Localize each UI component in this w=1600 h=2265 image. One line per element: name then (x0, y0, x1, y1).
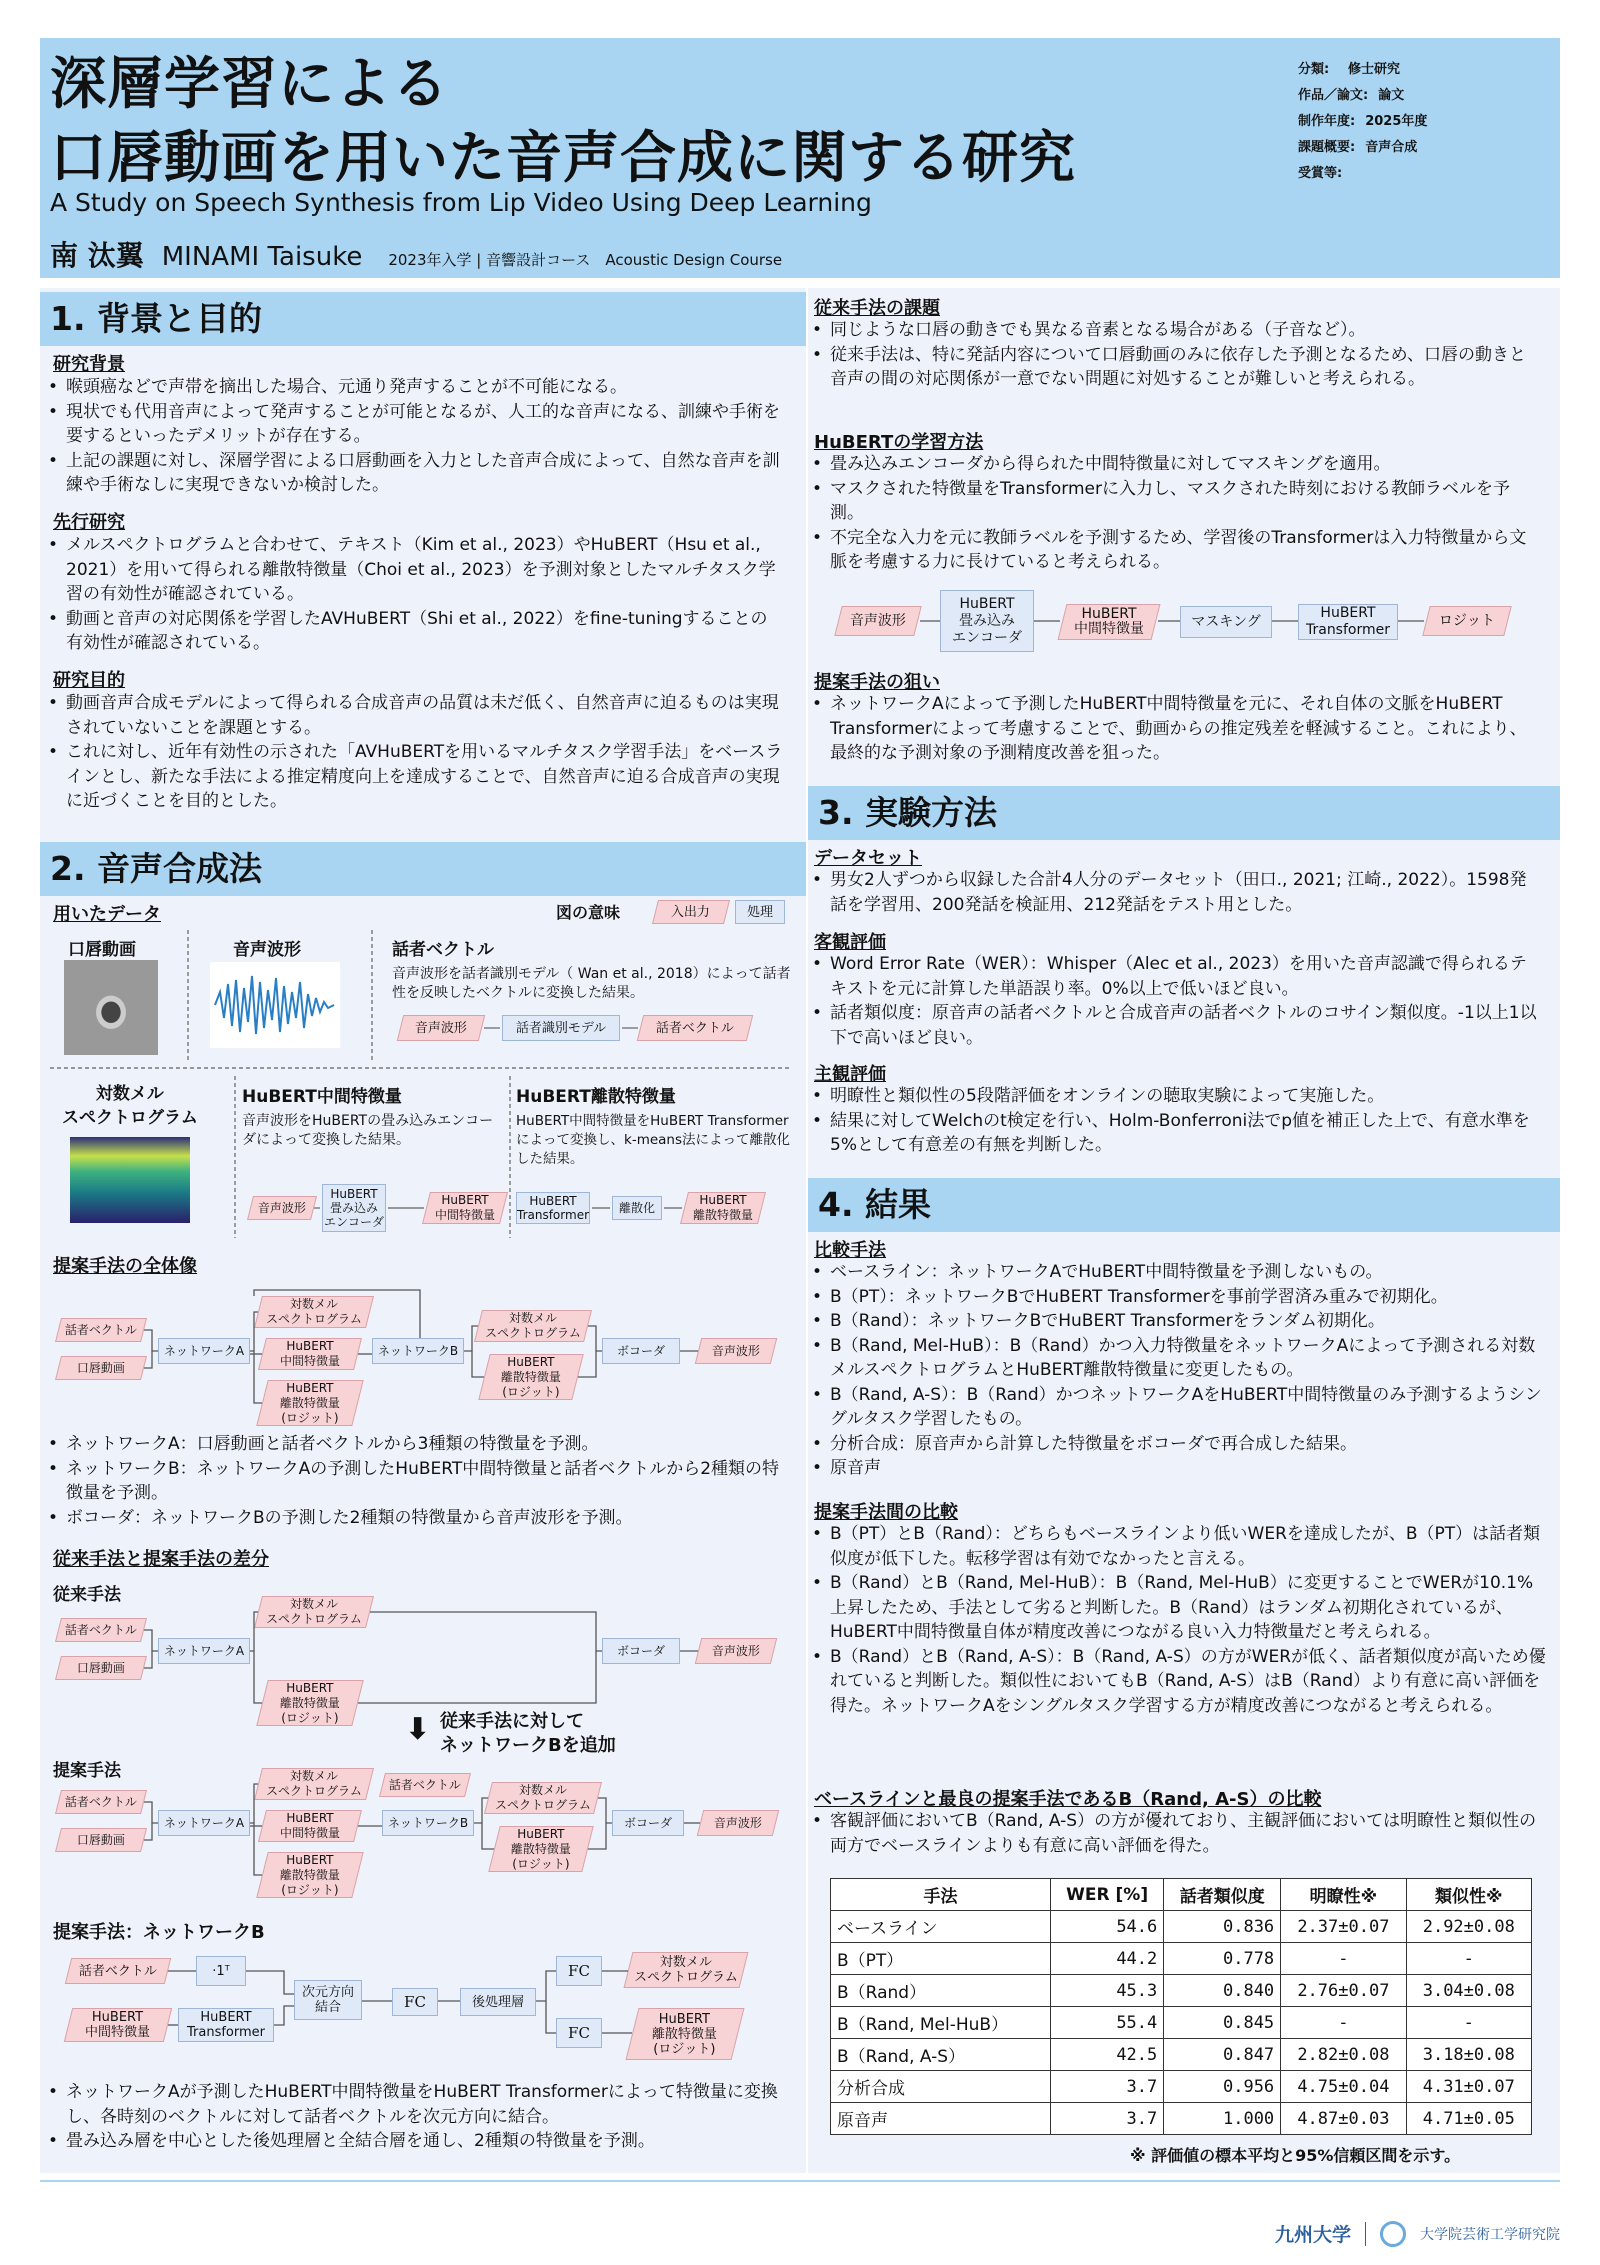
flow-hubert-conv-encoder: HuBERT 畳み込み エンコーダ (322, 1184, 386, 1232)
log-mel-label: 対数メル スペクトログラム (62, 1084, 198, 1128)
waveform-image (210, 962, 340, 1048)
nb-speaker-vector (65, 1958, 171, 1984)
flow-label: 話者識別モデル (515, 1020, 607, 1036)
overview-subtitle: 提案手法の全体像 (53, 1256, 197, 1277)
conv-mel (254, 1596, 374, 1628)
list-item: • ネットワークAが予測したHuBERT中間特徴量をHuBERT Transformerによって特徴量に変換し、各時刻のベクトルに対して話者ベクトルを次元方向に結合。 (44, 2080, 784, 2129)
prop-waveform (697, 1810, 779, 1836)
cell-wer: 42.5 (1051, 2039, 1164, 2071)
conv-network-a: ネットワークA (158, 1638, 250, 1664)
hflow-hubert-mid (1058, 604, 1161, 640)
list-item: • ネットワークAによって予測したHuBERT中間特徴量を元に、それ自体の文脈をHuBERT Transformerによって考慮することで、動画からの推定残差を軽減すること。これにより、最終的な予測対象の予測精度改善を狙った。 (808, 692, 1540, 766)
cell-simi: 2.92±0.08 (1406, 1911, 1531, 1943)
flow-label: HuBERT 離散特徴量 (692, 1193, 753, 1222)
conv-issue-list (808, 318, 1540, 392)
prop-hubert-disc-2 (488, 1826, 593, 1872)
author-row (50, 234, 782, 274)
ov-label: 対数メル スペクトログラム (266, 1297, 362, 1326)
cell-method: B（Rand, A-S） (831, 2039, 1051, 2071)
ov-label: HuBERT 離散特徴量 (ロジット) (510, 1826, 571, 1871)
conv-waveform (695, 1638, 777, 1664)
th-wer: WER [%] (1051, 1879, 1164, 1911)
cell-method: 分析合成 (831, 2071, 1051, 2103)
flow-label: HuBERT 中間特徴量 (434, 1193, 495, 1222)
hflow-transformer: HuBERT Transformer (1298, 604, 1398, 640)
network-b-title: 提案手法：ネットワークB (53, 1922, 265, 1943)
waveform-graphic (210, 962, 340, 1048)
list-item: • 同じような口唇の動きでも異なる音素となる場合がある（子音など）。 (808, 318, 1540, 343)
conv-speaker-vector (55, 1618, 147, 1642)
legend-io-label: 入出力 (671, 904, 711, 920)
cell-simi: - (1406, 2007, 1531, 2039)
meta-row (1298, 136, 1553, 162)
flow-label: 音声波形 (414, 1020, 467, 1036)
objective-list (808, 952, 1540, 1050)
conv-lip-video (55, 1656, 147, 1680)
prop-mel (254, 1768, 374, 1800)
ov-label: HuBERT 離散特徴量 (ロジット) (279, 1852, 340, 1897)
flow-discretize: 離散化 (612, 1196, 662, 1220)
cell-wer: 45.3 (1051, 1975, 1164, 2007)
arrow-note: 従来手法に対して ネットワークBを追加 (440, 1711, 616, 1756)
ov-label: 音声波形 (713, 1815, 762, 1830)
footer-separator (1365, 2222, 1366, 2246)
nb-hubert-transformer: HuBERT Transformer (178, 2008, 274, 2042)
nb-out-disc (626, 2008, 745, 2060)
prior-work-subtitle: 先行研究 (53, 512, 125, 533)
overview-list (44, 1432, 784, 1530)
title-line-2: 口唇動画を用いた音声合成に関する研究 (50, 126, 1076, 191)
table-row (831, 1943, 1532, 1975)
list-item: • これに対し、近年有効性の示された「AVHuBERTを用いるマルチタスク学習手法」をベースラインとし、新たな手法による推定精度向上を達成することで、自然音声に迫る合成音声の実現に近づくことを目的とした。 (44, 740, 784, 814)
cell-method: ベースライン (831, 1911, 1051, 1943)
conv-hubert-disc (256, 1680, 363, 1726)
list-item: • 喉頭癌などで声帯を摘出した場合、元通り発声することが不可能になる。 (44, 375, 784, 400)
author-name-jp: 南 汰翼 (50, 239, 144, 272)
th-speaker-sim: 話者類似度 (1164, 1879, 1281, 1911)
meta-value: 論文 (1378, 88, 1405, 103)
nb-label: 話者ベクトル (78, 1963, 157, 1979)
ov-vocoder: ボコーダ (602, 1338, 680, 1364)
conv-vocoder: ボコーダ (602, 1638, 680, 1664)
nb-label: HuBERT 中間特徴量 (85, 2010, 151, 2040)
legend-proc (735, 900, 785, 924)
hflow-waveform (834, 606, 921, 636)
ov-mel (254, 1296, 374, 1328)
cell-wer: 54.6 (1051, 1911, 1164, 1943)
prop-hubert-mid (258, 1810, 362, 1842)
cell-sim: 0.778 (1164, 1943, 1281, 1975)
flow-waveform (247, 1196, 317, 1220)
list-item: • 動画音声合成モデルによって得られる合成音声の品質は未だ低く、自然音声に迫るものは実現されていないことを課題とする。 (44, 691, 784, 740)
ov-waveform (695, 1338, 777, 1364)
list-item: • 男女2人ずつから収録した合計4人分のデータセット（田口., 2021; 江崎., 2022）。1598発話を学習用、200発話を検証用、212発話をテスト用とした。 (808, 868, 1540, 917)
legend-io (652, 900, 730, 924)
speaker-vector-label: 話者ベクトル (392, 940, 494, 960)
school-logo-icon (1380, 2221, 1406, 2247)
nb-label: HuBERT 離散特徴量 (ロジット) (652, 2011, 718, 2057)
list-item: • 明瞭性と類似性の5段階評価をオンラインの聴取実験によって実施した。 (808, 1084, 1540, 1109)
ov-label: HuBERT 離散特徴量 (ロジット) (279, 1380, 340, 1425)
aim-list (808, 692, 1540, 766)
hflow-conv-encoder: HuBERT 畳み込み エンコーダ (940, 590, 1034, 652)
meta-key: 制作年度: (1298, 114, 1356, 129)
hflow-masking: マスキング (1180, 606, 1272, 638)
meta-row (1298, 162, 1553, 188)
meta-row (1298, 110, 1553, 136)
hflow-label: HuBERT 中間特徴量 (1074, 606, 1144, 637)
subjective-list (808, 1084, 1540, 1158)
hflow-logit (1422, 606, 1511, 636)
spectrogram-image (70, 1137, 190, 1223)
proposed-label: 提案手法 (53, 1761, 121, 1781)
list-item: • 不完全な入力を元に教師ラベルを予測するため、学習後のTransformerは入力特徴量から文脈を考慮する力に長けていると考えられる。 (808, 526, 1540, 575)
ov-hubert-mid (258, 1338, 362, 1370)
poster-header (40, 38, 1560, 278)
cell-intel: 2.76±0.07 (1281, 1975, 1406, 2007)
hubert-mid-label: HuBERT中間特徴量 (242, 1087, 402, 1107)
ov-label: 対数メル スペクトログラム (495, 1783, 591, 1812)
university-name: 九州大学 (1274, 2224, 1351, 2246)
title-line-1: 深層学習による (50, 52, 449, 117)
cell-intel: - (1281, 1943, 1406, 1975)
flow-label: 話者ベクトル (655, 1020, 734, 1036)
ov-label: 口唇動画 (76, 1660, 125, 1675)
ov-label: HuBERT 中間特徴量 (279, 1811, 340, 1840)
cell-simi: - (1406, 1943, 1531, 1975)
diff-subtitle: 従来手法と提案手法の差分 (53, 1549, 269, 1570)
cell-simi: 3.18±0.08 (1406, 2039, 1531, 2071)
prop-vocoder: ボコーダ (612, 1810, 684, 1836)
th-intelligibility: 明瞭性※ (1281, 1879, 1406, 1911)
list-item: • 現状でも代用音声によって発声することが可能となるが、人工的な音声になる、訓練や手術を要するといったデメリットが存在する。 (44, 400, 784, 449)
ov-label: HuBERT 中間特徴量 (279, 1339, 340, 1368)
lip-video-image (64, 960, 158, 1055)
meta-key: 課題概要: (1298, 140, 1356, 155)
list-item: • ベースライン：ネットワークAでHuBERT中間特徴量を予測しないもの。 (808, 1260, 1548, 1285)
flow-speaker-id-model (502, 1015, 620, 1041)
compare-subtitle: 比較手法 (814, 1240, 886, 1261)
ov-label: 対数メル スペクトログラム (485, 1311, 581, 1340)
meta-value: 修士研究 (1348, 62, 1401, 77)
flow-label: 音声波形 (257, 1200, 306, 1215)
table-row (831, 2039, 1532, 2071)
cell-simi: 4.71±0.05 (1406, 2103, 1531, 2135)
hflow-label: 音声波形 (850, 612, 906, 629)
objective-subtitle: 客観評価 (814, 932, 886, 953)
cell-sim: 0.847 (1164, 2039, 1281, 2071)
list-item: • 畳み込み層を中心とした後処理層と全結合層を通し、2種類の特徴量を予測。 (44, 2129, 784, 2154)
list-item: • B（PT）とB（Rand）：どちらもベースラインより低いWERを達成したが、B（PT）は話者類似度が低下した。転移学習は有効でなかったと言える。 (808, 1522, 1548, 1571)
purpose-subtitle: 研究目的 (53, 670, 125, 691)
th-method: 手法 (831, 1879, 1051, 1911)
ov-label: 音声波形 (711, 1643, 760, 1658)
waveform-label: 音声波形 (233, 940, 301, 960)
ov-label: 口唇動画 (76, 1360, 125, 1375)
meta-row (1298, 84, 1553, 110)
ov-hubert-disc (256, 1380, 363, 1426)
section-3-heading: 3. 実験方法 (808, 786, 1560, 840)
ov-hubert-disc-2 (478, 1354, 583, 1400)
hubert-disc-label: HuBERT離散特徴量 (516, 1087, 676, 1107)
cell-method: 原音声 (831, 2103, 1051, 2135)
cell-wer: 55.4 (1051, 2007, 1164, 2039)
list-item: • ネットワークB：ネットワークAの予測したHuBERT中間特徴量と話者ベクトルから2種類の特徴量を予測。 (44, 1457, 784, 1506)
subjective-subtitle: 主観評価 (814, 1064, 886, 1085)
cell-sim: 0.845 (1164, 2007, 1281, 2039)
hflow-label: ロジット (1439, 612, 1495, 629)
ov-label: HuBERT 離散特徴量 (ロジット) (500, 1354, 561, 1399)
nb-out-mel (624, 1952, 749, 1988)
list-item: • B（Rand）とB（Rand, A-S）：B（Rand, A-S）の方がWERが低く、話者類似度が高いため優れていると判断した。類似性においてもB（Rand, A-S）はB（Rand）より有意に高い評価を得た。ネットワークAをシングルタスク学習する方が精度改善につながると考えられる。 (808, 1645, 1548, 1719)
cell-method: B（Rand） (831, 1975, 1051, 2007)
author-meta: 2023年入学 | 音響設計コース Acoustic Design Course (388, 251, 783, 269)
cell-intel: 4.75±0.04 (1281, 2071, 1406, 2103)
cell-sim: 0.956 (1164, 2071, 1281, 2103)
list-item: • 客観評価においてB（Rand, A-S）の方が優れており、主観評価においては明瞭性と類似性の両方でベースラインよりも有意に高い評価を得た。 (808, 1809, 1548, 1858)
ov-label: 話者ベクトル (64, 1794, 137, 1809)
speaker-vector-note: 音声波形を話者識別モデル（ Wan et al., 2018）によって話者性を反映したベクトルに変換した結果。 (392, 966, 791, 1001)
list-item: • 話者類似度：原音声の話者ベクトルと合成音声の話者ベクトルのコサイン類似度。-1以上1以下で高いほど良い。 (808, 1001, 1540, 1050)
ov-label: 話者ベクトル (388, 1777, 461, 1792)
list-item: • 結果に対してWelchのt検定を行い、Holm-Bonferroni法でp値を補正した上で、有意水準を5%として有意差の有無を判断した。 (808, 1109, 1540, 1158)
dataset-list (808, 868, 1540, 917)
between-subtitle: 提案手法間の比較 (814, 1502, 958, 1523)
list-item: • ネットワークA：口唇動画と話者ベクトルから3種類の特徴量を予測。 (44, 1432, 784, 1457)
cell-wer: 44.2 (1051, 1943, 1164, 1975)
cell-simi: 3.04±0.08 (1406, 1975, 1531, 2007)
hubert-training-list (808, 452, 1540, 575)
ov-label: 話者ベクトル (64, 1322, 137, 1337)
meta-value: 2025年度 (1365, 114, 1428, 129)
ov-lip-video (55, 1356, 147, 1380)
dataset-subtitle: データセット (814, 848, 922, 869)
cell-wer: 3.7 (1051, 2103, 1164, 2135)
list-item: • 畳み込みエンコーダから得られた中間特徴量に対してマスキングを適用。 (808, 452, 1540, 477)
list-item: • Word Error Rate（WER）：Whisper（Alec et al., 2023）を用いた音声認識で得られるテキストを元に計算した単語誤り率。0%以上で低いほど良い。 (808, 952, 1540, 1001)
hubert-mid-note: 音声波形をHuBERTの畳み込みエンコーダによって変換した結果。 (242, 1113, 494, 1148)
ov-speaker-vector (55, 1318, 147, 1342)
background-list (44, 375, 784, 498)
section-2-heading: 2. 音声合成法 (40, 842, 806, 896)
school-name: 大学院芸術工学研究院 (1420, 2226, 1560, 2243)
table-row (831, 2071, 1532, 2103)
hubert-training-subtitle: HuBERTの学習方法 (814, 432, 984, 453)
table-row (831, 2103, 1532, 2135)
prop-speaker-vector-2 (379, 1773, 471, 1797)
flow-hubert-transformer: HuBERT Transformer (517, 1194, 590, 1222)
nb-hubert-mid (64, 2008, 172, 2042)
meta-row (1298, 58, 1553, 84)
section-1-heading: 1. 背景と目的 (40, 292, 806, 346)
prop-speaker-vector (55, 1790, 147, 1814)
nb-post-layer: 後処理層 (460, 1988, 536, 2016)
conventional-label: 従来手法 (53, 1585, 121, 1605)
list-item: • B（Rand）：ネットワークBでHuBERT Transformerをランダム初期化。 (808, 1309, 1548, 1334)
flow-hubert-disc (680, 1192, 766, 1224)
ov-label: HuBERT 離散特徴量 (ロジット) (279, 1680, 340, 1725)
table-footnote: ※ 評価値の標本平均と95%信頼区間を示す。 (1130, 2146, 1461, 2165)
legend-proc-label: 処理 (746, 904, 773, 920)
ov-mel-2 (474, 1310, 592, 1342)
hubert-disc-note: HuBERT中間特徴量をHuBERT Transformerによって変換し、k-means法によって離散化した結果。 (516, 1113, 791, 1167)
table-header-row (831, 1879, 1532, 1911)
results-table (830, 1878, 1532, 2135)
prop-lip-video (55, 1828, 147, 1852)
nb-fc-1: FC (556, 1956, 602, 1986)
list-item: • B（Rand, Mel-HuB）：B（Rand）かつ入力特徴量をネットワークAによって予測される対数メルスペクトログラムとHuBERT離散特徴量に変更したもの。 (808, 1334, 1548, 1383)
list-item: • メルスペクトログラムと合わせて、テキスト（Kim et al., 2023）やHuBERT（Hsu et al., 2021）を用いて得られる離散特徴量（Choi et al., 2023）を予測対象としたマルチタスク学習の有効性が確認されている。 (44, 533, 784, 607)
ov-label: 口唇動画 (76, 1832, 125, 1847)
cell-sim: 0.840 (1164, 1975, 1281, 2007)
meta-info (1298, 58, 1553, 188)
cell-sim: 1.000 (1164, 2103, 1281, 2135)
legend-title: 図の意味 (556, 903, 621, 922)
cell-intel: 2.82±0.08 (1281, 2039, 1406, 2071)
meta-value: 音声合成 (1365, 140, 1418, 155)
footer-divider (40, 2180, 1560, 2182)
aim-subtitle: 提案手法の狙い (814, 672, 940, 693)
section-4-heading: 4. 結果 (808, 1178, 1560, 1232)
prop-mel-2 (484, 1782, 602, 1814)
list-item: • 分析合成：原音声から計算した特徴量をボコーダで再合成した結果。 (808, 1432, 1548, 1457)
list-item: • 原音声 (808, 1456, 1548, 1481)
list-item: • B（Rand, A-S）：B（Rand）かつネットワークAをHuBERT中間特徴量のみ予測するようシングルタスク学習したもの。 (808, 1383, 1548, 1432)
prop-hubert-disc (256, 1852, 363, 1898)
table-row (831, 1975, 1532, 2007)
footer (1275, 2220, 1560, 2247)
cell-intel: 2.37±0.07 (1281, 1911, 1406, 1943)
nb-concat: 次元方向 結合 (294, 1980, 362, 2020)
list-item: • 動画と音声の対応関係を学習したAVHuBERT（Shi et al., 2022）をfine-tuningすることの有効性が確認されている。 (44, 607, 784, 656)
ov-label: 対数メル スペクトログラム (266, 1597, 362, 1626)
ov-label: 音声波形 (711, 1343, 760, 1358)
conv-issue-subtitle: 従来手法の課題 (814, 298, 940, 319)
table-row (831, 1911, 1532, 1943)
down-arrow-icon: ⬇ (405, 1712, 431, 1747)
list-item: • B（PT）：ネットワークBでHuBERT Transformerを事前学習済み重みで初期化。 (808, 1285, 1548, 1310)
list-item: • 上記の課題に対し、深層学習による口唇動画を入力とした音声合成によって、自然な音声を訓練や手術なしに実現できないか検討した。 (44, 449, 784, 498)
prop-network-a: ネットワークA (158, 1810, 250, 1836)
list-item: • B（Rand）とB（Rand, Mel-HuB）：B（Rand, Mel-HuB）に変更することでWERが10.1%上昇したため、手法として劣ると判断した。B（Rand）はランダム初期化されているが、HuBERT中間特徴量自体が精度改善につながる良い入力特徴量だと考えられる。 (808, 1571, 1548, 1645)
cell-wer: 3.7 (1051, 2071, 1164, 2103)
cell-method: B（PT） (831, 1943, 1051, 1975)
nb-fc: FC (392, 1988, 438, 2016)
meta-key: 作品／論文: (1298, 88, 1369, 103)
title-english: A Study on Speech Synthesis from Lip Video Using Deep Learning (50, 188, 872, 217)
cell-intel: - (1281, 2007, 1406, 2039)
table-row (831, 2007, 1532, 2039)
between-list (808, 1522, 1548, 1718)
best-list (808, 1809, 1548, 1858)
flow-speaker-vector (637, 1015, 753, 1041)
cell-simi: 4.31±0.07 (1406, 2071, 1531, 2103)
nb-tile: ·1ᵀ (196, 1956, 246, 1986)
ov-network-a: ネットワークA (158, 1338, 250, 1364)
network-b-list (44, 2080, 784, 2154)
th-similarity: 類似性※ (1406, 1879, 1531, 1911)
meta-key: 分類: (1298, 62, 1330, 77)
flow-hubert-mid (422, 1192, 508, 1224)
meta-key: 受賞等: (1298, 166, 1343, 181)
data-subtitle: 用いたデータ (53, 904, 161, 925)
author-name-en: MINAMI Taisuke (161, 242, 363, 272)
compare-list (808, 1260, 1548, 1481)
ov-label: 対数メル スペクトログラム (266, 1769, 362, 1798)
best-subtitle: ベースラインと最良の提案手法であるB（Rand, A-S）の比較 (814, 1789, 1322, 1810)
list-item: • ボコーダ：ネットワークBの予測した2種類の特徴量から音声波形を予測。 (44, 1506, 784, 1531)
prop-network-b: ネットワークB (382, 1810, 474, 1836)
background-subtitle: 研究背景 (53, 354, 125, 375)
cell-method: B（Rand, Mel-HuB） (831, 2007, 1051, 2039)
purpose-list (44, 691, 784, 814)
ov-label: 話者ベクトル (64, 1622, 137, 1637)
nb-fc-2: FC (556, 2018, 602, 2048)
cell-intel: 4.87±0.03 (1281, 2103, 1406, 2135)
lip-video-label: 口唇動画 (68, 940, 136, 960)
list-item: • 従来手法は、特に発話内容について口唇動画のみに依存した予測となるため、口唇の動きと音声の間の対応関係が一意でない問題に対処することが難しいと考えられる。 (808, 343, 1540, 392)
flow-waveform (397, 1015, 485, 1041)
ov-network-b: ネットワークB (372, 1338, 464, 1364)
prior-work-list (44, 533, 784, 656)
list-item: • マスクされた特徴量をTransformerに入力し、マスクされた時刻における教師ラベルを予測。 (808, 477, 1540, 526)
cell-sim: 0.836 (1164, 1911, 1281, 1943)
nb-label: 対数メル スペクトログラム (634, 1955, 738, 1985)
